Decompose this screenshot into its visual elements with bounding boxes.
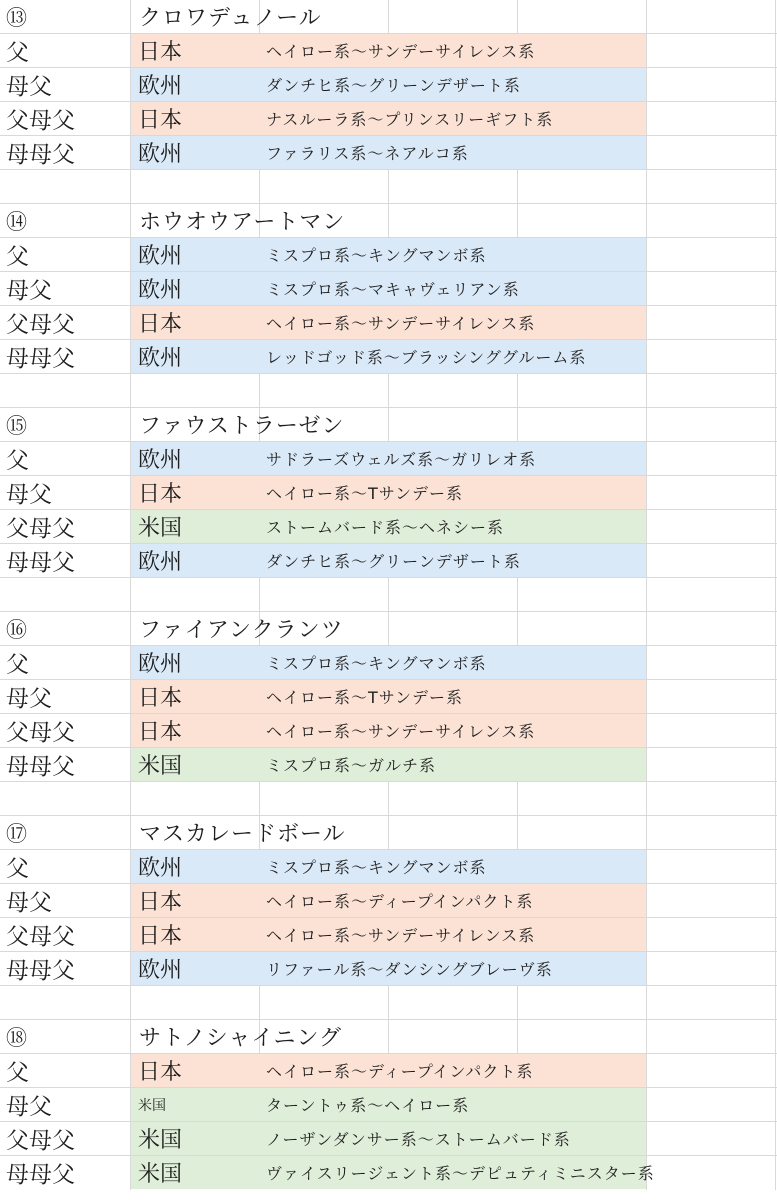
sire-line: ヘイロー系～ディープインパクト系 — [266, 1062, 534, 1081]
relation-label: 母母父 — [6, 1162, 75, 1188]
horse-number: ⑮ — [6, 413, 27, 438]
region-label: 欧州 — [138, 142, 183, 167]
relation-label: 父母父 — [6, 108, 75, 134]
sire-line: ターントゥ系～ヘイロー系 — [266, 1096, 470, 1115]
region-label: 日本 — [138, 1060, 183, 1085]
region-label: 日本 — [138, 108, 183, 133]
pedigree-row[interactable] — [0, 918, 777, 952]
sire-line: ヘイロー系～Tサンデー系 — [266, 688, 463, 707]
sire-line: ダンチヒ系～グリーンデザート系 — [266, 552, 521, 571]
sire-line: ヘイロー系～サンデーサイレンス系 — [266, 926, 536, 945]
horse-name: ファイアンクランツ — [139, 618, 344, 643]
horse-number: ⑬ — [6, 5, 27, 30]
pedigree-row[interactable] — [0, 1054, 777, 1088]
region-label: 日本 — [138, 890, 183, 915]
relation-label: 父 — [6, 856, 29, 882]
relation-label: 母父 — [6, 686, 52, 712]
pedigree-row[interactable] — [0, 1122, 777, 1156]
pedigree-row[interactable] — [0, 748, 777, 782]
relation-label: 父 — [6, 1060, 29, 1086]
relation-label: 父 — [6, 244, 29, 270]
sire-line: リファール系～ダンシングブレーヴ系 — [266, 960, 553, 979]
region-label: 欧州 — [138, 958, 183, 983]
relation-label: 母母父 — [6, 550, 75, 576]
sire-line: ストームバード系～ヘネシー系 — [266, 518, 505, 537]
relation-label: 母母父 — [6, 754, 75, 780]
spacer-row[interactable] — [0, 170, 777, 204]
region-label: 日本 — [138, 924, 183, 949]
block-title-row[interactable] — [0, 816, 777, 850]
pedigree-row[interactable] — [0, 714, 777, 748]
pedigree-row[interactable] — [0, 272, 777, 306]
sire-line: ミスプロ系～ガルチ系 — [266, 756, 437, 775]
block-title-row[interactable] — [0, 0, 777, 34]
sire-line: サドラーズウェルズ系～ガリレオ系 — [266, 450, 537, 469]
horse-number: ⑯ — [6, 617, 27, 642]
sire-line: ヴァイスリージェント系～デピュティミニスター系 — [266, 1164, 655, 1183]
region-label: 日本 — [138, 686, 183, 711]
pedigree-row[interactable] — [0, 476, 777, 510]
pedigree-row[interactable] — [0, 1156, 777, 1190]
region-label: 米国 — [138, 516, 183, 541]
pedigree-row[interactable] — [0, 238, 777, 272]
spacer-row[interactable] — [0, 374, 777, 408]
region-label: 米国 — [138, 1097, 166, 1114]
horse-name: クロワデュノール — [139, 6, 322, 31]
sire-line: ダンチヒ系～グリーンデザート系 — [266, 76, 521, 95]
region-label: 欧州 — [138, 652, 183, 677]
sire-line: ナスルーラ系～プリンスリーギフト系 — [266, 110, 554, 129]
pedigree-row[interactable] — [0, 340, 777, 374]
horse-number: ⑱ — [6, 1025, 27, 1050]
relation-label: 母父 — [6, 890, 52, 916]
pedigree-row[interactable] — [0, 680, 777, 714]
region-label: 日本 — [138, 40, 183, 65]
pedigree-row[interactable] — [0, 102, 777, 136]
horse-name: サトノシャイニング — [139, 1026, 343, 1051]
spacer-row[interactable] — [0, 782, 777, 816]
relation-label: 父母父 — [6, 720, 75, 746]
pedigree-row[interactable] — [0, 544, 777, 578]
sire-line: ミスプロ系～キングマンボ系 — [266, 246, 487, 265]
sire-line: ヘイロー系～Tサンデー系 — [266, 484, 463, 503]
sire-line: レッドゴッド系～ブラッシンググルーム系 — [266, 348, 587, 367]
pedigree-row[interactable] — [0, 850, 777, 884]
region-label: 日本 — [138, 482, 183, 507]
pedigree-row[interactable] — [0, 34, 777, 68]
block-title-row[interactable] — [0, 408, 777, 442]
relation-label: 父 — [6, 652, 29, 678]
region-label: 欧州 — [138, 550, 183, 575]
horse-name: ファウストラーゼン — [139, 414, 345, 439]
horse-name: ホウオウアートマン — [139, 210, 346, 235]
sire-line: ミスプロ系～キングマンボ系 — [266, 858, 487, 877]
pedigree-row[interactable] — [0, 306, 777, 340]
sire-line: ヘイロー系～サンデーサイレンス系 — [266, 42, 536, 61]
relation-label: 母母父 — [6, 346, 75, 372]
relation-label: 父母父 — [6, 516, 75, 542]
sire-line: ノーザンダンサー系～ストームバード系 — [266, 1130, 571, 1149]
pedigree-row[interactable] — [0, 1088, 777, 1122]
spacer-row[interactable] — [0, 578, 777, 612]
block-title-row[interactable] — [0, 204, 777, 238]
pedigree-row[interactable] — [0, 884, 777, 918]
pedigree-row[interactable] — [0, 442, 777, 476]
region-label: 日本 — [138, 720, 183, 745]
sire-line: ヘイロー系～ディープインパクト系 — [266, 892, 534, 911]
relation-label: 母父 — [6, 278, 52, 304]
pedigree-row[interactable] — [0, 510, 777, 544]
relation-label: 父 — [6, 40, 29, 66]
region-label: 欧州 — [138, 856, 183, 881]
sire-line: ミスプロ系～マキャヴェリアン系 — [266, 280, 520, 299]
relation-label: 父母父 — [6, 312, 75, 338]
region-label: 米国 — [138, 1162, 183, 1187]
region-label: 日本 — [138, 312, 183, 337]
relation-label: 父 — [6, 448, 29, 474]
relation-label: 父母父 — [6, 924, 75, 950]
spacer-row[interactable] — [0, 986, 777, 1020]
pedigree-row[interactable] — [0, 646, 777, 680]
sire-line: ファラリス系～ネアルコ系 — [266, 144, 469, 163]
sire-line: ミスプロ系～キングマンボ系 — [266, 654, 487, 673]
region-label: 欧州 — [138, 244, 183, 269]
region-label: 欧州 — [138, 278, 183, 303]
region-label: 欧州 — [138, 448, 183, 473]
region-label: 米国 — [138, 1128, 183, 1153]
pedigree-row[interactable] — [0, 136, 777, 170]
horse-number: ⑰ — [6, 821, 27, 846]
relation-label: 母母父 — [6, 142, 75, 168]
horse-name: マスカレードボール — [139, 822, 346, 847]
pedigree-row[interactable] — [0, 952, 777, 986]
region-label: 欧州 — [138, 346, 183, 371]
sire-line: ヘイロー系～サンデーサイレンス系 — [266, 314, 536, 333]
region-label: 欧州 — [138, 74, 183, 99]
relation-label: 母父 — [6, 482, 52, 508]
relation-label: 父母父 — [6, 1128, 75, 1154]
pedigree-row[interactable] — [0, 68, 777, 102]
relation-label: 母母父 — [6, 958, 75, 984]
relation-label: 母父 — [6, 1094, 52, 1120]
sire-line: ヘイロー系～サンデーサイレンス系 — [266, 722, 536, 741]
block-title-row[interactable] — [0, 1020, 777, 1054]
block-title-row[interactable] — [0, 612, 777, 646]
region-label: 米国 — [138, 754, 183, 779]
relation-label: 母父 — [6, 74, 52, 100]
horse-number: ⑭ — [6, 209, 27, 234]
